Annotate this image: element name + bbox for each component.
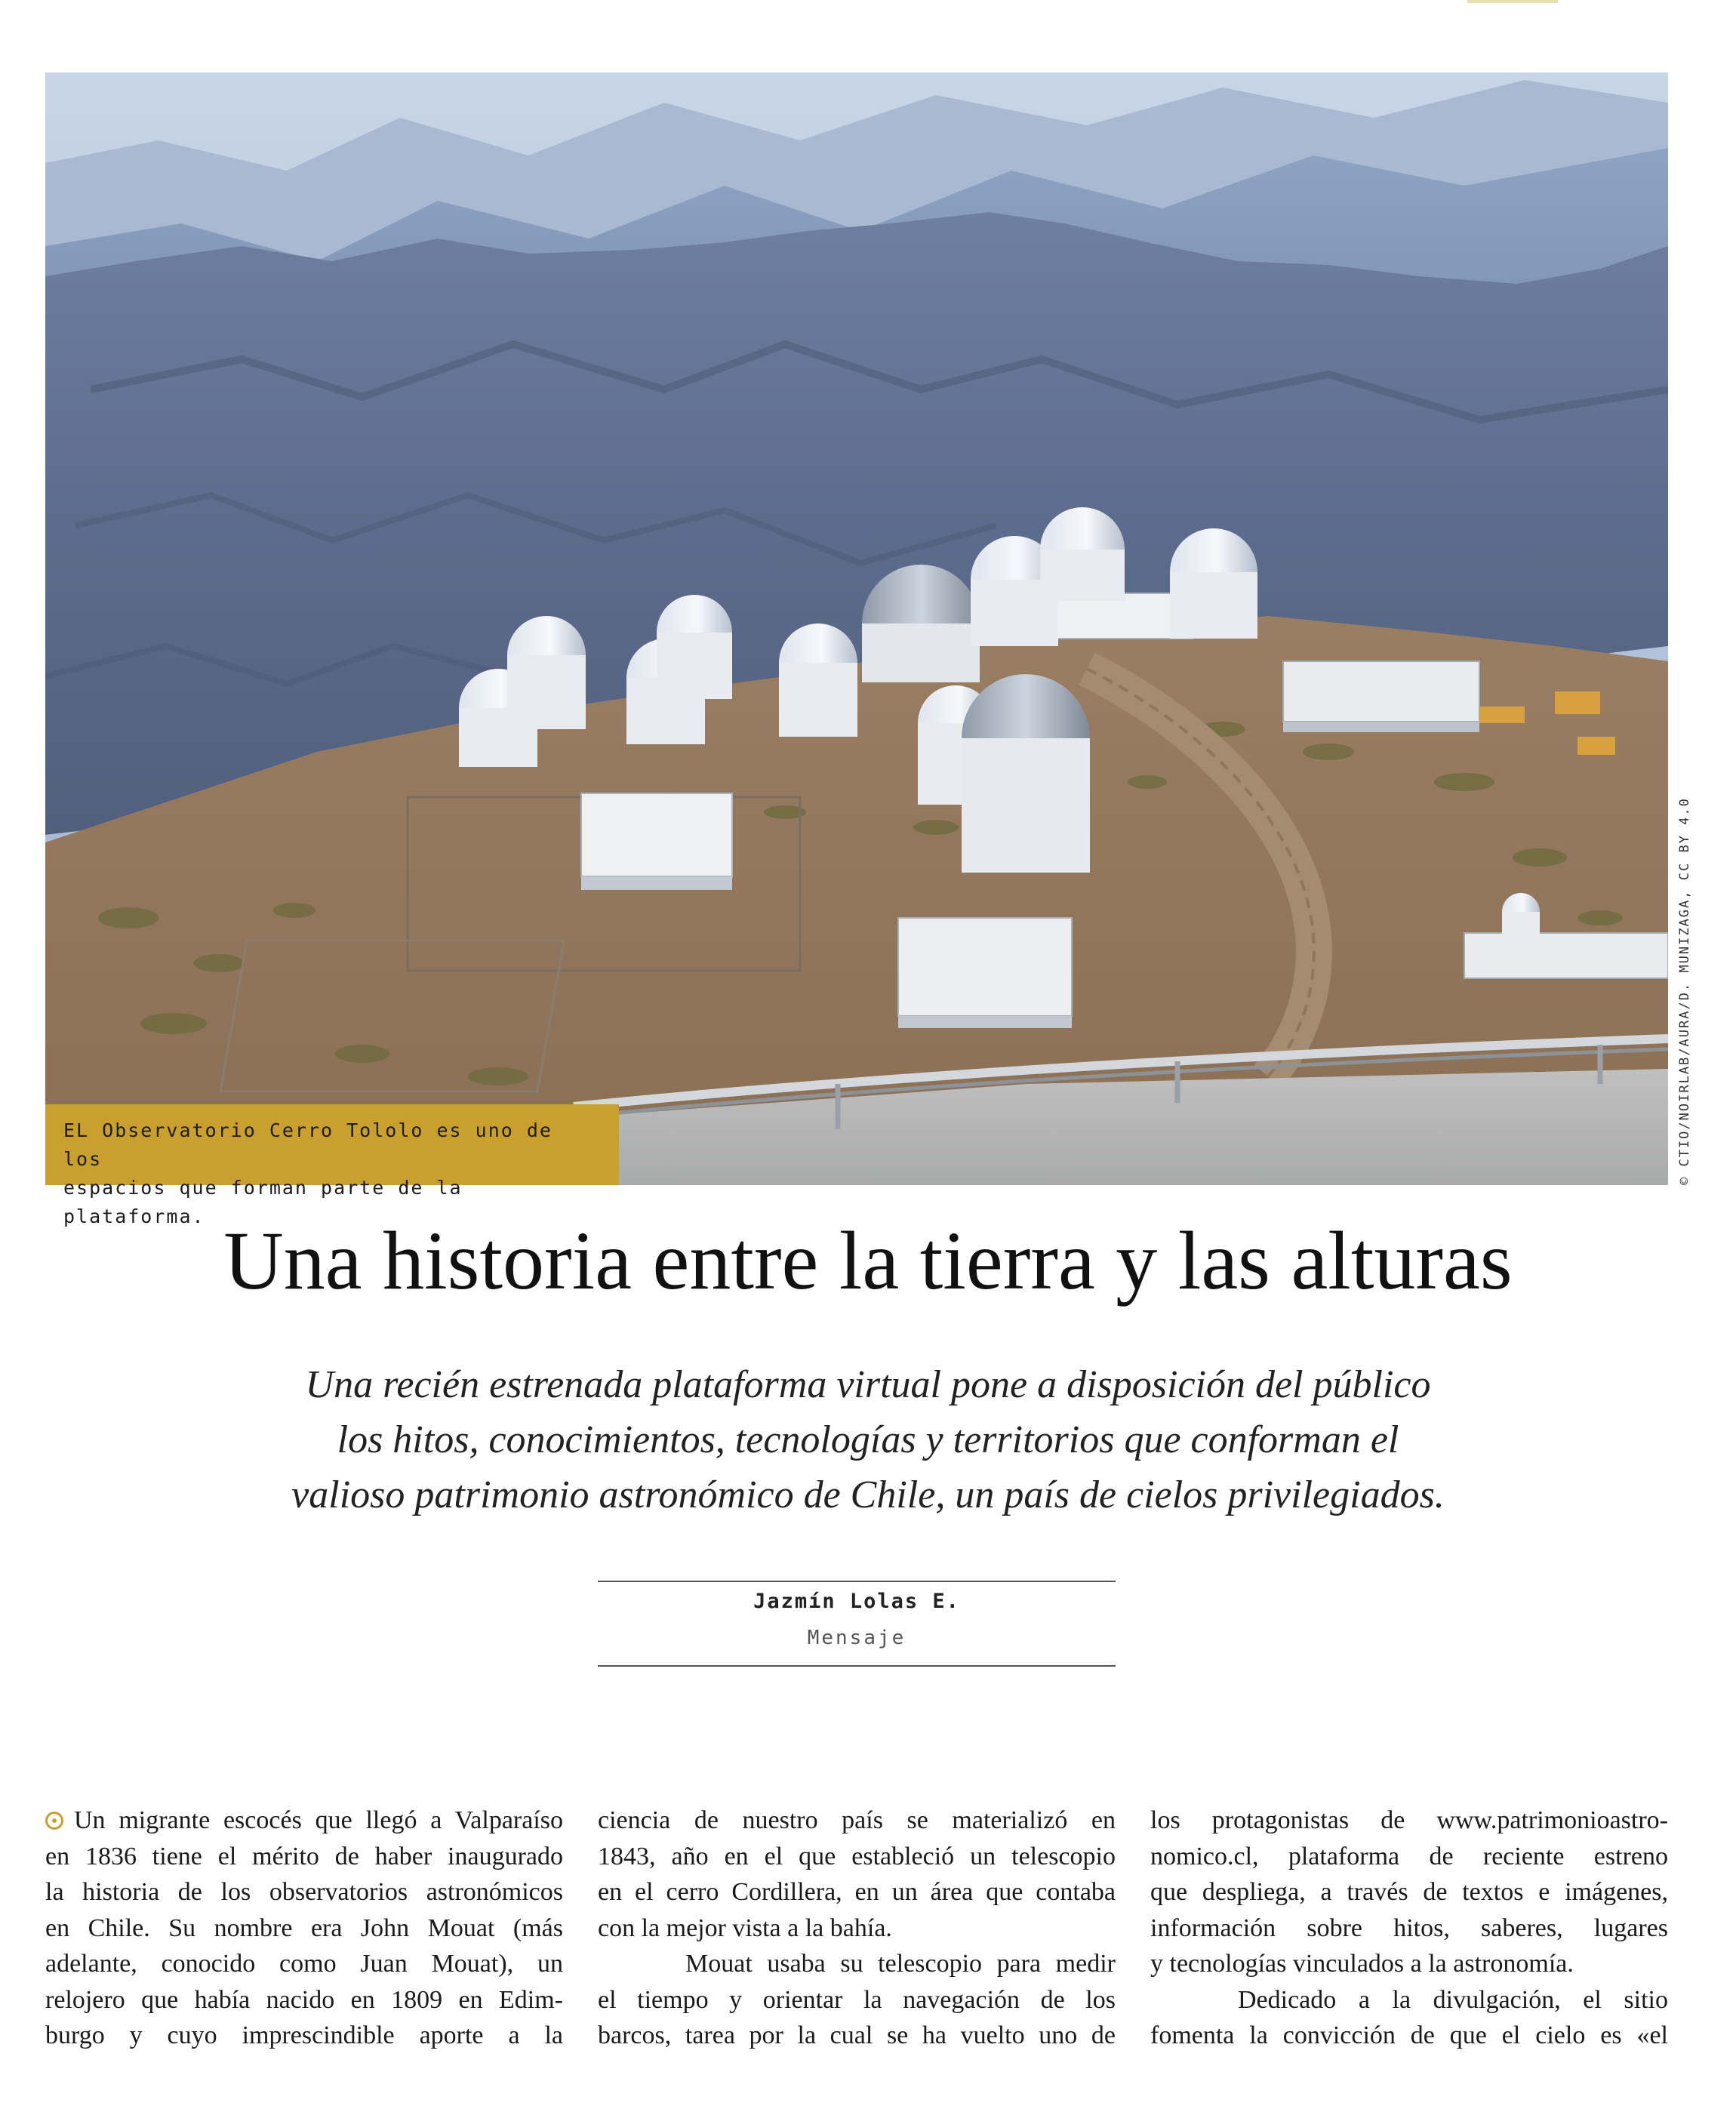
body-line: que despliega, a través de textos e imágenes, (1150, 1878, 1668, 1906)
body-line: Dedicado a la divulgación, el sitio (1238, 1985, 1668, 2014)
circle-dot-bullet-icon (45, 1812, 63, 1830)
body-line: en 1836 tiene el mérito de haber inaugurado (45, 1842, 563, 1870)
byline-top-rule (598, 1581, 1116, 1582)
article-author: Jazmín Lolas E. (753, 1590, 960, 1613)
page-tab-marker (1467, 0, 1558, 3)
body-line: la historia de los observatorios astronómicos (45, 1878, 563, 1906)
body-line: ciencia de nuestro país se materializó en (598, 1806, 1116, 1834)
observatory-photo (45, 72, 1668, 1185)
body-line: y tecnologías vinculados a la astronomía. (1150, 1950, 1574, 1978)
body-line: con la mejor vista a la bahía. (598, 1913, 892, 1942)
article-title: Una historia entre la tierra y las alturas (223, 1215, 1513, 1307)
body-line: Un migrante escocés que llegó a Valparaíso (45, 1803, 563, 1839)
body-line: información sobre hitos, saberes, lugares (1150, 1913, 1668, 1942)
body-line: relojero que había nacido en 1809 en Edim- (45, 1985, 563, 2014)
photo-credit-text: © CTIO/NOIRLAB/AURA/D. MUNIZAGA, CC BY 4.0 (1677, 797, 1692, 1185)
body-column-3 (1150, 1803, 1668, 2054)
body-line: burgo y cuyo imprescindible aporte a la (45, 2021, 563, 2049)
caption-line-2: espacios que forman parte de la plataforma. (63, 1177, 463, 1227)
body-column-1 (45, 1803, 563, 2054)
body-line: 1843, año en el que estableció un telescopio (598, 1842, 1116, 1870)
body-line: barcos, tarea por la cual se ha vuelto uno de (598, 2021, 1116, 2049)
lede-line-2: los hitos, conocimientos, tecnologías y territorios que conforman el (337, 1418, 1399, 1461)
byline-bottom-rule (598, 1665, 1116, 1667)
lede-line-3: valioso patrimonio astronómico de Chile, un país de cielos privilegiados. (291, 1473, 1445, 1516)
body-line: fomenta la convicción de que el cielo es «el (1150, 2021, 1668, 2049)
lede-line-1: Una recién estrenada plataforma virtual pone a disposición del público (305, 1363, 1431, 1406)
body-column-2 (598, 1803, 1116, 2054)
caption-line-1: EL Observatorio Cerro Tololo es uno de los (63, 1119, 553, 1170)
body-line: los protagonistas de www.patrimonioastro- (1150, 1806, 1668, 1834)
body-line: el tiempo y orientar la navegación de los (598, 1985, 1116, 2014)
body-line: nomico.cl, plataforma de reciente estreno (1150, 1842, 1668, 1870)
photo-caption (45, 1104, 619, 1227)
body-line: Mouat usaba su telescopio para medir (685, 1950, 1116, 1978)
body-line: adelante, conocido como Juan Mouat), un (45, 1950, 563, 1978)
article-publication: Mensaje (807, 1627, 906, 1649)
body-line: en el cerro Cordillera, en un área que contaba (598, 1878, 1116, 1906)
article-lede (196, 1357, 1540, 1522)
body-line: en Chile. Su nombre era John Mouat (más (45, 1913, 563, 1942)
